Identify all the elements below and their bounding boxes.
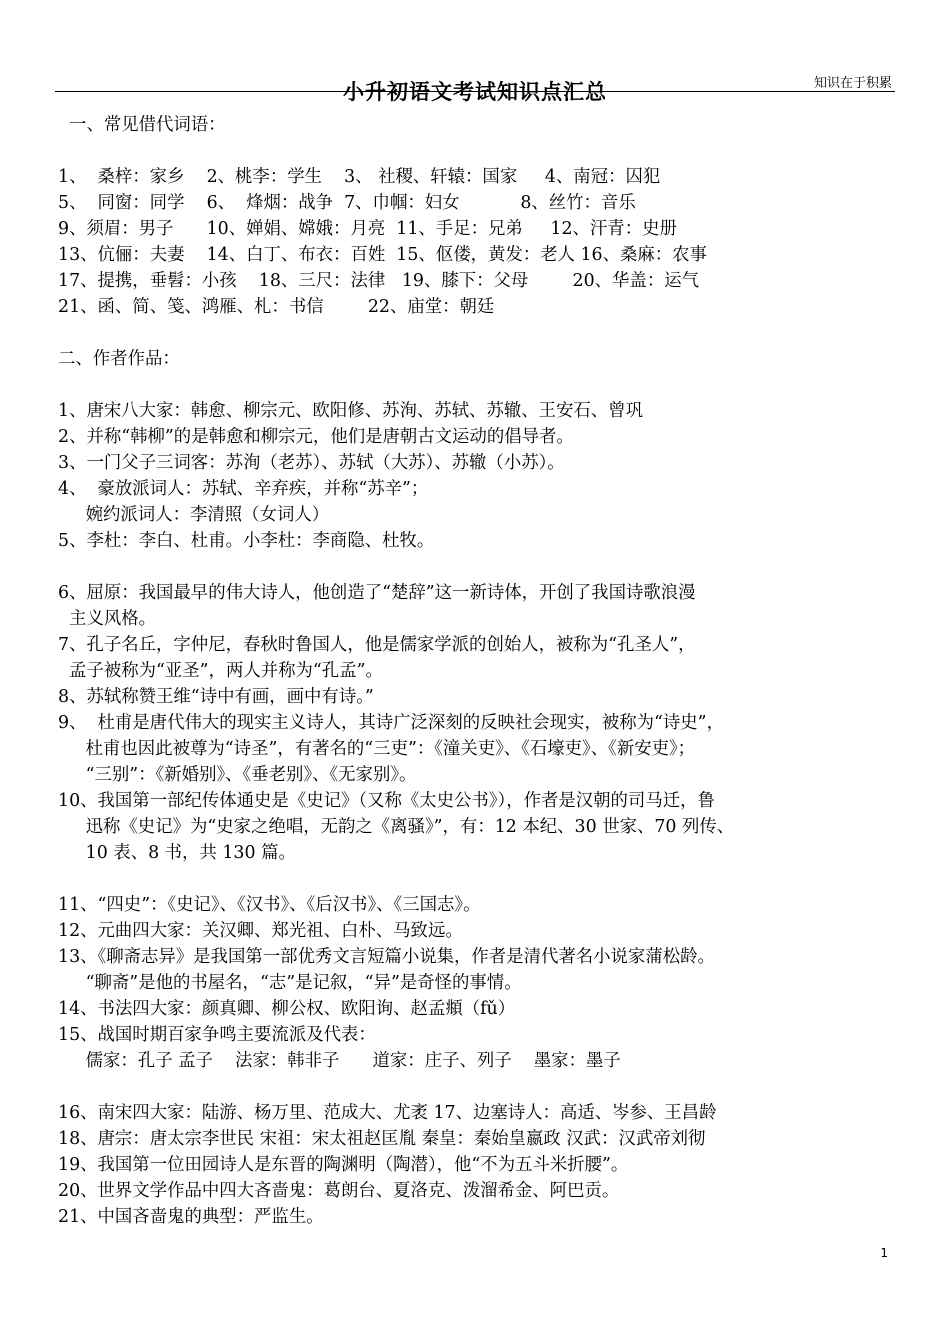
text-line: 12、元曲四大家：关汉卿、郑光祖、白朴、马致远。 [58,921,463,941]
text-line: 1、 桑梓：家乡 2、桃李：学生 3、 社稷、轩辕：国家 4、南冠：囚犯 [58,167,661,187]
text-line: 5、李杜：李白、杜甫。小李杜：李商隐、杜牧。 [58,531,435,551]
text-line: 孟子被称为“亚圣”，两人并称为“孔孟”。 [58,661,383,681]
text-line: 18、唐宗：唐太宗李世民 宋祖：宋太祖赵匡胤 秦皇：秦始皇嬴政 汉武：汉武帝刘彻 [58,1129,706,1149]
page-title: 小升初语文考试知识点汇总 [343,80,607,104]
text-line: 4、 豪放派词人：苏轼、辛弃疾，并称“苏辛”； [58,479,429,499]
text-line: 婉约派词人：李清照（女词人） [58,505,330,525]
text-line: 一、常见借代词语： [58,115,226,135]
blank-line [58,1074,900,1100]
text-line: 11、“四史”：《史记》、《汉书》、《后汉书》、《三国志》。 [58,895,481,915]
text-line: 儒家：孔子 孟子 法家：韩非子 道家：庄子、列子 墨家：墨子 [58,1051,621,1071]
document-body [58,112,900,1230]
text-line: 14、书法四大家：颜真卿、柳公权、欧阳询、赵孟頫（fǔ） [58,999,516,1019]
text-line: 7、孔子名丘，字仲尼，春秋时鲁国人，他是儒家学派的创始人，被称为“孔圣人”， [58,635,696,655]
text-line: 13、伉俪：夫妻 14、白丁、布衣：百姓 15、伛偻，黄发：老人 16、桑麻：农事 [58,245,707,265]
text-line: 5、 同窗：同学 6、 烽烟：战争 7、巾帼：妇女 8、丝竹：音乐 [58,193,636,213]
text-line: 二、作者作品： [58,349,180,369]
text-line: “三别”：《新婚别》、《垂老别》、《无家别》。 [58,765,417,785]
header-note: 知识在于积累 [813,76,892,91]
text-line: 10、我国第一部纪传体通史是《史记》（又称《太史公书》），作者是汉朝的司马迁，鲁 [58,791,715,811]
blank-line [58,372,900,398]
page-number: 1 [880,1246,888,1260]
text-line: 9、 杜甫是唐代伟大的现实主义诗人，其诗广泛深刻的反映社会现实，被称为“诗史”， [58,713,724,733]
text-line: 21、函、简、笺、鸿雁、札：书信 22、庙堂：朝廷 [58,297,495,317]
text-line: 3、一门父子三词客：苏洵（老苏）、苏轼（大苏）、苏辙（小苏）。 [58,453,565,473]
text-line: 1、唐宋八大家：韩愈、柳宗元、欧阳修、苏洵、苏轼、苏辙、王安石、曾巩 [58,401,643,421]
text-line: 16、南宋四大家：陆游、杨万里、范成大、尤袤 17、边塞诗人：高适、岑参、王昌龄 [58,1103,717,1123]
text-line: 19、我国第一位田园诗人是东晋的陶渊明（陶潜），他“不为五斗米折腰”。 [58,1155,629,1175]
blank-line [58,138,900,164]
text-line: 17、提携，垂髫：小孩 18、三尺：法律 19、膝下：父母 20、华盖：运气 [58,271,699,291]
text-line: 13、《聊斋志异》是我国第一部优秀文言短篇小说集，作者是清代著名小说家蒲松龄。 [58,947,715,967]
text-line: “聊斋”是他的书屋名，“志”是记叙，“异”是奇怪的事情。 [58,973,522,993]
text-line: 2、并称“韩柳”的是韩愈和柳宗元，他们是唐朝古文运动的倡导者。 [58,427,574,447]
blank-line [58,554,900,580]
text-line: 8、苏轼称赞王维“诗中有画，画中有诗。” [58,687,374,707]
blank-line [58,866,900,892]
text-line: 迅称《史记》为“史家之绝唱，无韵之《离骚》”，有：12 本纪、30 世家、70 列传、 [58,817,735,837]
text-line: 杜甫也因此被尊为“诗圣”，有著名的“三吏”：《潼关吏》、《石壕吏》、《新安吏》； [58,739,696,759]
blank-line [58,320,900,346]
text-line: 20、世界文学作品中四大吝啬鬼：葛朗台、夏洛克、泼溜希金、阿巴贡。 [58,1181,620,1201]
text-line: 9、须眉：男子 10、婵娟、嫦娥：月亮 11、手足：兄弟 12、汗青：史册 [58,219,677,239]
text-line: 10 表、8 书，共 130 篇。 [58,843,296,863]
text-line: 15、战国时期百家争鸣主要流派及代表： [58,1025,376,1045]
text-line: 21、中国吝啬鬼的典型：严监生。 [58,1207,324,1227]
text-line: 主义风格。 [58,609,157,629]
text-line: 6、屈原：我国最早的伟大诗人，他创造了“楚辞”这一新诗体，开创了我国诗歌浪漫 [58,583,696,603]
